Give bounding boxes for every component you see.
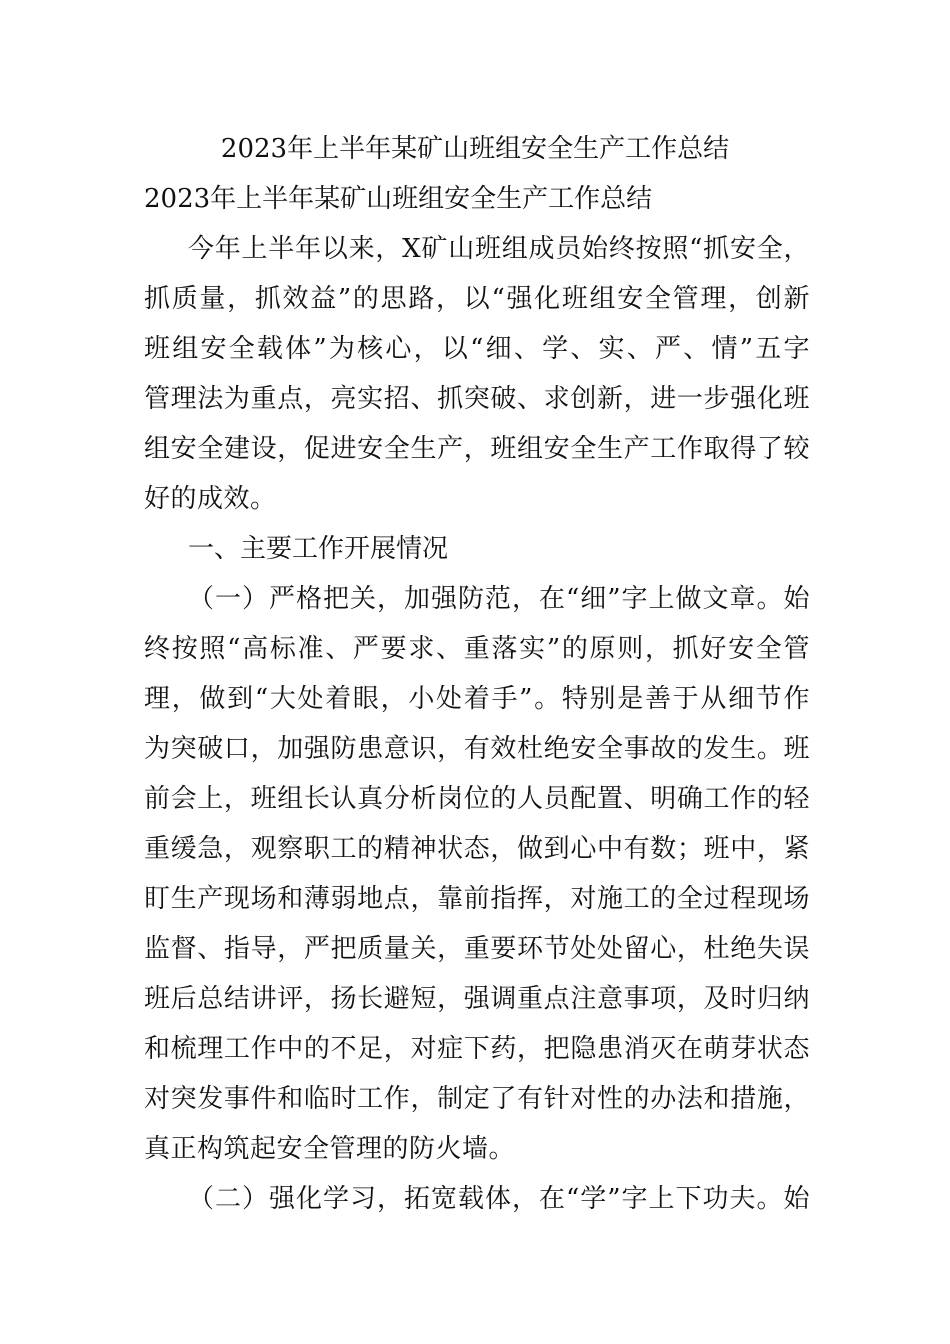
section1-line: 重缓急，观察职工的精神状态，做到心中有数；班中，紧 xyxy=(144,834,810,864)
section1-line: 和梳理工作中的不足，对症下药，把隐患消灭在萌芽状态 xyxy=(144,1034,810,1064)
section1-line: （一）严格把关，加强防范，在“细”字上做文章。始 xyxy=(188,584,810,614)
intro-line: 班组安全载体”为核心，以“细、学、实、严、情”五字 xyxy=(144,334,810,364)
section1-line: 盯生产现场和薄弱地点，靠前指挥，对施工的全过程现场 xyxy=(144,884,810,914)
document-title: 2023年上半年某矿山班组安全生产工作总结 xyxy=(220,134,730,164)
document-subtitle: 2023年上半年某矿山班组安全生产工作总结 xyxy=(144,184,653,214)
section1-line: 前会上，班组长认真分析岗位的人员配置、明确工作的轻 xyxy=(144,784,810,814)
intro-line: 抓质量，抓效益”的思路，以“强化班组安全管理，创新 xyxy=(144,284,810,314)
section1-line: 理，做到“大处着眼，小处着手”。特别是善于从细节作 xyxy=(144,684,810,714)
section1-line: 班后总结讲评，扬长避短，强调重点注意事项，及时归纳 xyxy=(144,984,810,1014)
section1-line: 为突破口，加强防患意识，有效杜绝安全事故的发生。班 xyxy=(144,734,810,764)
intro-line: 管理法为重点，亮实招、抓突破、求创新，进一步强化班 xyxy=(144,384,810,414)
intro-line: 今年上半年以来，X矿山班组成员始终按照“抓安全， xyxy=(188,234,810,264)
section1-line: 终按照“高标准、严要求、重落实”的原则，抓好安全管 xyxy=(144,634,810,664)
section1-line: 真正构筑起安全管理的防火墙。 xyxy=(144,1134,516,1164)
section2-line: （二）强化学习，拓宽载体，在“学”字上下功夫。始 xyxy=(188,1184,810,1214)
section1-line: 监督、指导，严把质量关，重要环节处处留心，杜绝失误 xyxy=(144,934,810,964)
section-heading: 一、主要工作开展情况 xyxy=(188,534,449,564)
intro-line: 好的成效。 xyxy=(144,484,277,514)
intro-line: 组安全建设，促进安全生产，班组安全生产工作取得了较 xyxy=(144,434,810,464)
section1-line: 对突发事件和临时工作，制定了有针对性的办法和措施， xyxy=(144,1084,810,1114)
